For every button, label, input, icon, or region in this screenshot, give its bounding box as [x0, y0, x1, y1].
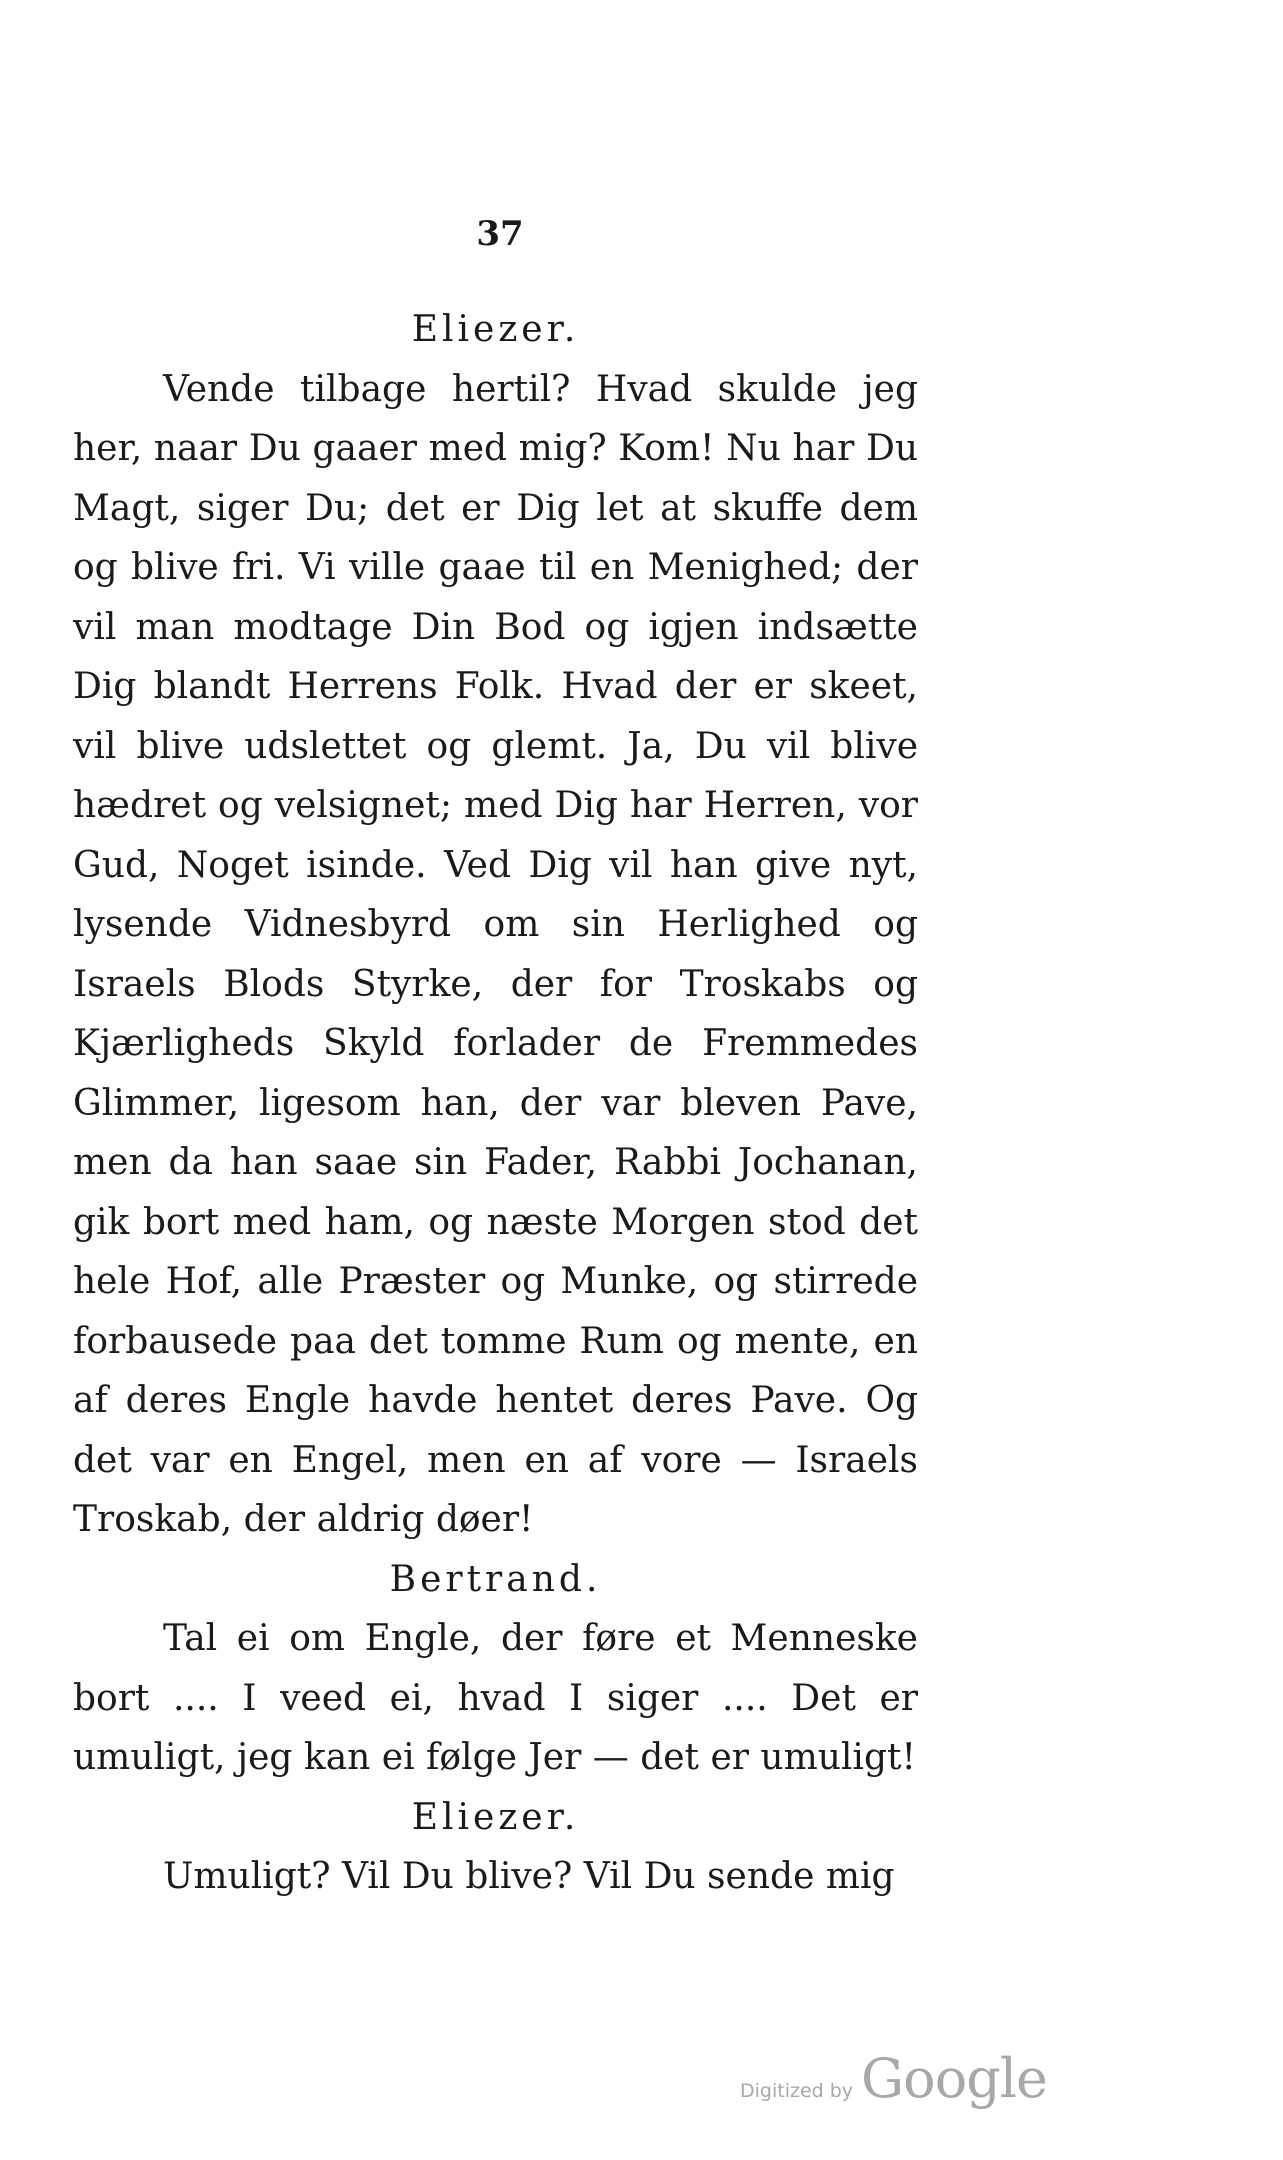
page-number: 37: [476, 214, 524, 254]
speaker-name: Eliezer.: [411, 1796, 580, 1838]
text-block: [73, 300, 918, 1907]
speech-paragraph: Umuligt? Vil Du blive? Vil Du sende mig: [163, 1856, 895, 1897]
speaker-name: Bertrand.: [389, 1558, 602, 1600]
speech-paragraph: Tal ei om Engle, der føre et Menneske bort .... I veed ei, hvad I siger .... Det er umuligt, jeg kan ei følge Jer — det er umuligt!: [73, 1618, 918, 1778]
speaker-name: Eliezer.: [411, 309, 580, 350]
digitized-by-text: Digitized by: [740, 2080, 854, 2102]
google-logo: Google: [861, 2047, 1047, 2110]
speech-paragraph: Vende tilbage hertil? Hvad skulde jeg her, naar Du gaaer med mig? Kom! Nu har Du Magt, siger Du; det er Dig let at skuffe dem og blive fri. Vi ville gaae til en Menighed; der vil man modtage Din Bod og igjen indsætte Dig blandt Herrens Folk. Hvad der er skeet, vil blive udslettet og glemt. Ja, Du vil blive hædret og velsignet; med Dig har Herren, vor Gud, Noget isinde. Ved Dig vil han give nyt, lysende Vidnesbyrd om sin Herlighed og Israels Blods Styrke, der for Troskabs og Kjærligheds Skyld forlader de Fremmedes Glimmer, ligesom han, der var bleven Pave, men da han saae sin Fader, Rabbi Jochanan, gik bort med ham, og næste Morgen stod det hele Hof, alle Præster og Munke, og stirrede forbausede paa det tomme Rum og mente, en af deres Engle havde hentet deres Pave. Og det var en Engel, men en af vore — Israels Troskab, der aldrig døer!: [73, 368, 918, 1540]
digitized-watermark: [740, 2040, 1047, 2110]
